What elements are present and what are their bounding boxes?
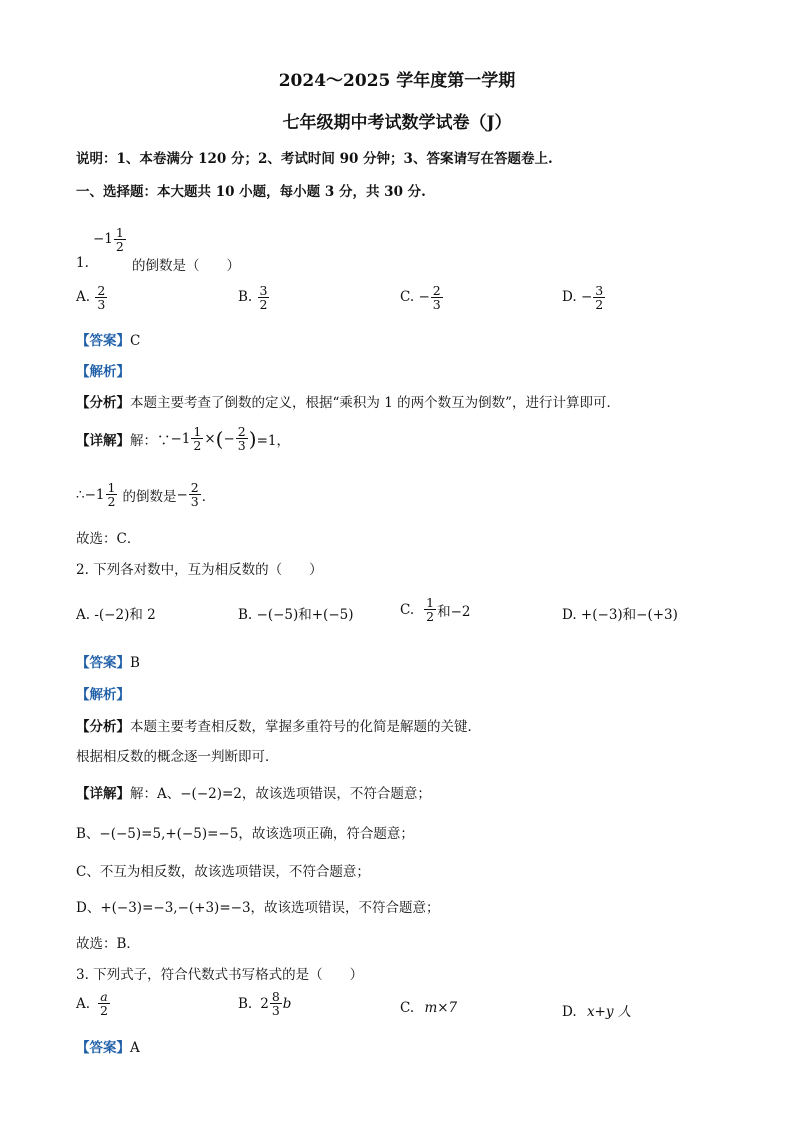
q1-detail: 【详解】 解：∵ −1 $\frac{1}{2}$ × ( − $\frac{2}{3}$ ) =1， — [76, 424, 290, 454]
instructions: 说明：1、本卷满分 120 分；2、考试时间 90 分钟；3、答案请写在答题卷上. — [76, 151, 553, 167]
q1-option-d: D. − $\frac{3}{2}$ — [562, 283, 604, 313]
q1-option-a: A. $\frac{2}{3}$ — [76, 283, 106, 313]
section-heading: 一、选择题：本大题共 10 小题，每小题 3 分，共 30 分. — [76, 184, 426, 200]
q2-option-c: C. $\frac{1}{2}$ 和−2 — [400, 595, 471, 625]
title-line2: 七年级期中考试数学试卷（J） — [282, 113, 512, 133]
q2-detail-c: C、不互为相反数，故该选项错误，不符合题意； — [76, 864, 370, 880]
q2-analysis-label: 【解析】 — [76, 687, 130, 703]
q1-stem: 的倒数是（ ） — [132, 258, 240, 274]
q2-fenxi: 【分析】本题主要考查相反数，掌握多重符号的化简是解题的关键． — [76, 719, 481, 735]
q1-option-b: B. $\frac{3}{2}$ — [238, 283, 268, 313]
q2-answer: 【答案】B — [76, 655, 140, 671]
q1-answer: 【答案】C — [76, 333, 141, 349]
q2-option-a: A. -(−2)和 2 — [76, 607, 156, 623]
q2-detail-b: B、−(−5)=5,+(−5)=−5，故该选项正确，符合题意； — [76, 826, 414, 842]
q3-stem: 3. 下列式子，符合代数式书写格式的是（ ） — [76, 967, 364, 983]
q1-option-c: C. − $\frac{2}{3}$ — [400, 283, 441, 313]
q1-mixed-number: −1 $\frac{1}{2}$ — [93, 225, 124, 255]
q2-option-d: D. +(−3)和−(+3) — [562, 607, 678, 623]
q2-detail-a: 【详解】解：A、−(−2)=2，故该选项错误，不符合题意； — [76, 786, 431, 802]
q2-fenxi2: 根据相反数的概念逐一判断即可． — [76, 749, 279, 765]
q3-option-d: D. x+y 人 — [562, 1004, 632, 1020]
title-line1: 2024～2025 学年度第一学期 — [278, 71, 516, 91]
q1-choose: 故选：C． — [76, 531, 141, 547]
q1-number: 1. — [76, 255, 89, 271]
q2-choose: 故选：B． — [76, 936, 140, 952]
q2-stem: 2. 下列各对数中，互为相反数的（ ） — [76, 562, 323, 578]
q1-therefore: ∴ −1 $\frac{1}{2}$ 的倒数是 − $\frac{2}{3}$ ． — [76, 480, 216, 510]
q3-answer: 【答案】A — [76, 1040, 140, 1056]
q1-analysis-label: 【解析】 — [76, 364, 130, 380]
q3-option-a: A. $\frac{a}{2}$ — [76, 989, 108, 1019]
q2-option-b: B. −(−5)和+(−5) — [238, 607, 354, 623]
q3-option-c: C. m×7 — [400, 1000, 458, 1016]
q2-detail-d: D、+(−3)=−3,−(+3)=−3，故该选项错误，不符合题意； — [76, 900, 440, 916]
q1-fenxi: 【分析】本题主要考查了倒数的定义，根据“乘积为 1 的两个数互为倒数”，进行计算即可． — [76, 395, 620, 411]
q3-option-b: B. 2 $\frac{8}{3}$ b — [238, 989, 292, 1019]
